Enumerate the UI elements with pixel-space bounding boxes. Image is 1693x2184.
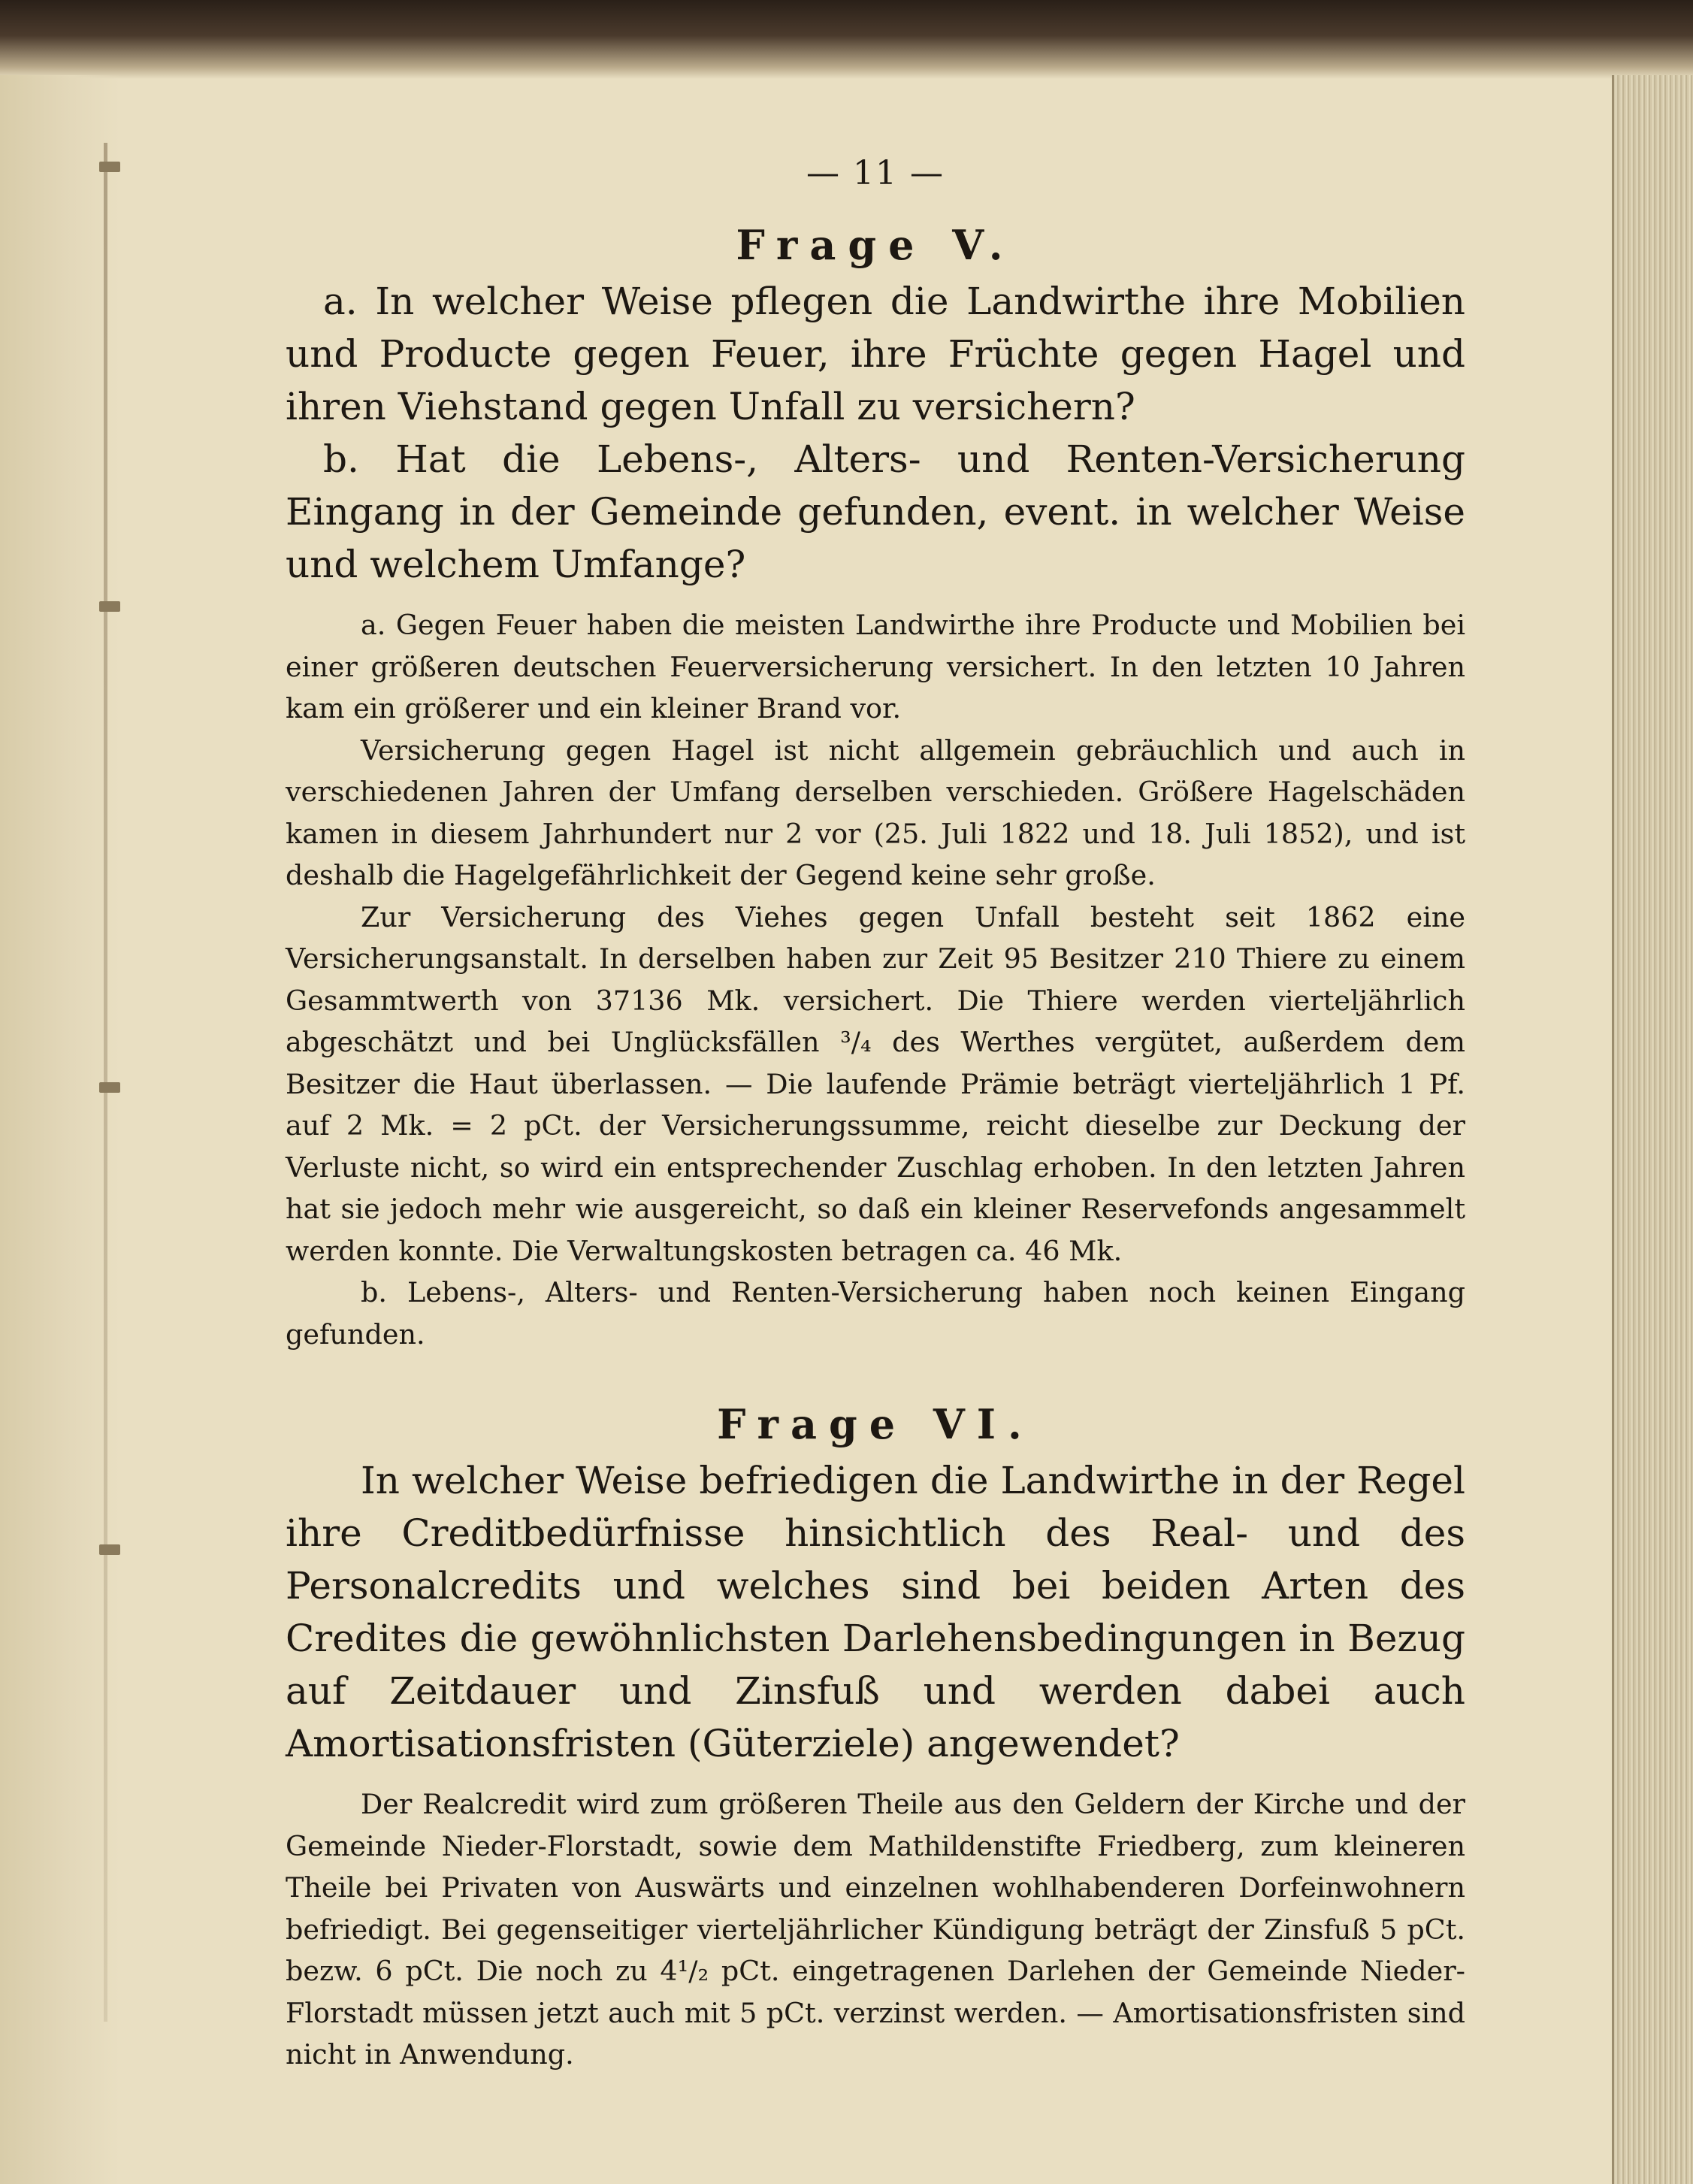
binding-mark [99,162,120,172]
frage-5-answer-hagel: Versicherung gegen Hagel ist nicht allgemein gebräuchlich und auch in verschiedenen Jahren der Umfang derselben verschieden. Größere Hagelschäden kamen in diesem Jahrhundert nur 2 vor (25. Juli 1822 und 18. Juli 1852), und ist deshalb die Hagelgefährlichkeit der Gegend keine sehr große. [286,734,1465,891]
frage-5-answer-vieh: Zur Versicherung des Viehes gegen Unfall besteht seit 1862 eine Versicherungsanstalt. In derselben haben zur Zeit 95 Besitzer 210 Thiere zu einem Gesammtwerth von 37136 Mk. versichert. Die Thiere werden vierteljährlich abgeschätzt und bei Unglücksfällen ³/₄ des Werthes vergütet, außerdem dem Besitzer die Haut überlassen. — Die laufende Prämie beträgt vierteljährlich 1 Pf. auf 2 Mk. = 2 pCt. der Versicherungssumme, reicht dieselbe zur Deckung der Verluste nicht, so wird ein entsprechender Zuschlag erhoben. In den letzten Jahren hat sie jedoch mehr wie ausgereicht, so daß ein kleiner Reservefonds angesammelt werden konnte. Die Verwaltungskosten betragen ca. 46 Mk. [286,900,1465,1267]
frage-5-answer-b: b. Lebens-, Alters- und Renten-Versicherung haben noch keinen Eingang gefunden. [286,1276,1465,1351]
frage-5-question-a: a. In welcher Weise pflegen die Landwirthe ihre Mobilien und Producte gegen Feuer, ihre Früchte gegen Hagel und ihren Viehstand gegen Unfall zu versichern? [286,280,1465,428]
frage-6-section [286,1400,1465,2076]
page-stack-edge [1612,75,1693,2184]
binding-mark [99,1544,120,1555]
spacer [286,1770,1465,1783]
frage-5-heading: Frage V. [736,221,1015,269]
binding-mark [99,601,120,612]
binding-mark [99,1082,120,1093]
book-gutter [0,75,120,2184]
frage-5-section [286,221,1465,1355]
page-number: — 11 — [806,154,945,192]
frage-5-answer-feuer: a. Gegen Feuer haben die meisten Landwirthe ihre Producte und Mobilien bei einer größeren deutschen Feuerversicherung versichert. In den letzten 10 Jahren kam ein größerer und ein kleiner Brand vor. [286,609,1465,724]
frage-6-question: In welcher Weise befriedigen die Landwirthe in der Regel ihre Creditbedürfnisse hinsichtlich des Real- und des Personalcredits und welches sind bei beiden Arten des Credites die gewöhnlichsten Darlehensbedingungen in Bezug auf Zeitdauer und Zinsfuß und werden dabei auch Amortisationsfristen (Güterziele) angewendet? [286,1459,1465,1765]
frage-6-answer: Der Realcredit wird zum größeren Theile aus den Geldern der Kirche und der Gemeinde Nieder-Florstadt, sowie dem Mathildenstifte Friedberg, zum kleineren Theile bei Privaten von Auswärts und einzelnen wohlhabenderen Dorfeinwohnern befriedigt. Bei gegenseitiger vierteljährlicher Kündigung beträgt der Zinsfuß 5 pCt. bezw. 6 pCt. Die noch zu 4¹/₂ pCt. eingetragenen Darlehen der Gemeinde Nieder-Florstadt müssen jetzt auch mit 5 pCt. verzinst werden. — Amortisationsfristen sind nicht in Anwendung. [286,1788,1465,2071]
book-top-edge [0,0,1693,79]
frage-5-question-b: b. Hat die Lebens-, Alters- und Renten-Versicherung Eingang in der Gemeinde gefunden, event. in welcher Weise und welchem Umfange? [286,437,1465,586]
printed-page [286,154,1465,2071]
frage-6-heading: Frage VI. [717,1400,1034,1448]
spacer [286,1355,1465,1400]
spacer [286,591,1465,604]
